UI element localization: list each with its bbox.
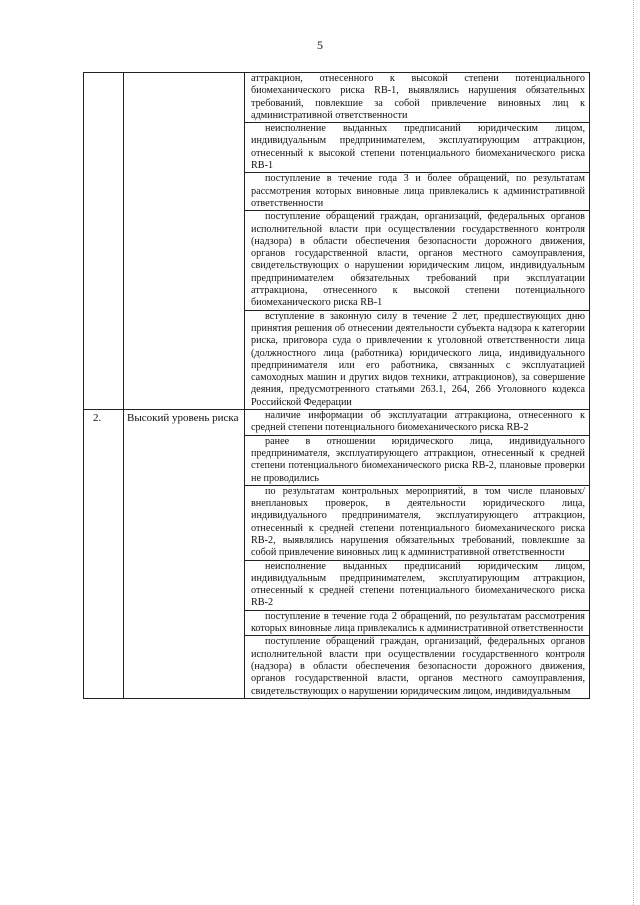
criterion-text: наличие информации об эксплуатации аттракциона, отнесенного к средней степени потенциального биомеханического риска RB-2: [251, 410, 585, 434]
criterion-item: [245, 611, 589, 637]
criterion-item: [245, 561, 589, 611]
row-number-cell: 2.: [84, 410, 124, 699]
table-row: [84, 410, 590, 699]
page-edge-border: [632, 0, 634, 905]
criterion-item: [245, 173, 589, 211]
criterion-item: [245, 436, 589, 486]
criterion-text: по результатам контрольных мероприятий, в том числе плановых/внеплановых проверок, в деятельности юридического лица, индивидуального предпринимателя, эксплуатирующего аттракцион, отнесенный к средней степени потенциального биомеханического риска RB-2, выявлялись нарушения обязательных требований, повлекшие за собой привлечение виновных лиц к административной ответственности: [251, 485, 585, 559]
risk-criteria-table: [83, 72, 590, 699]
table-row: [84, 73, 590, 410]
criterion-text: поступление обращений граждан, организаций, федеральных органов исполнительной власти при осуществлении государственного контроля (надзора) в области обеспечения безопасности дорожного движения, органов государственной власти, органов местного самоуправления, свидетельствующих о нарушении юридическим лицом, индивидуальным предпринимателем обязательных требований при эксплуатации аттракциона, отнесенного к высокой степени потенциального биомеханического риска RB-1: [251, 211, 585, 309]
criterion-text: аттракцион, отнесенного к высокой степени потенциального биомеханического риска RB-1, выявлялись нарушения обязательных требований, повлекшие за собой привлечение виновных лиц к административной ответственности: [251, 73, 585, 121]
criterion-item: [245, 486, 589, 561]
criterion-text: неисполнение выданных предписаний юридическим лицом, индивидуальным предпринимателем, эксплуатирующим аттракцион, отнесенный к средней степени потенциального биомеханического риска RB-2: [251, 560, 585, 609]
criteria-cell: [245, 73, 590, 410]
risk-level-cell: [124, 73, 245, 410]
criteria-cell: [245, 410, 590, 699]
criterion-text: вступление в законную силу в течение 2 лет, предшествующих дню принятия решения об отнесении деятельности субъекта надзора к категории риска, приговора суда о привлечении к уголовной ответственности лица (должностного лица (работника) юридического лица, индивидуального предпринимателя или его работника, связанных с эксплуатацией самоходных машин и других видов техники, аттракционов), за совершение деяния, предусмотренного статьями 263.1, 264, 266 Уголовного кодекса Российской Федерации: [251, 310, 585, 408]
criterion-item: [245, 211, 589, 310]
criterion-text: поступление в течение года 3 и более обращений, по результатам рассмотрения которых виновные лица привлекались к административной ответственности: [251, 173, 585, 209]
criterion-text: ранее в отношении юридического лица, индивидуального предпринимателя, эксплуатирующего аттракцион, отнесенный к средней степени потенциального биомеханического риска RB-2, плановые проверки не проводились: [251, 435, 585, 484]
criterion-item: [245, 311, 589, 409]
criterion-item: [245, 636, 589, 697]
criterion-item: [245, 410, 589, 436]
criterion-text: поступление обращений граждан, организаций, федеральных органов исполнительной власти при осуществлении государственного контроля (надзора) в области обеспечения безопасности дорожного движения, органов государственной власти, органов местного самоуправления, свидетельствующих о нарушении юридическим лицом, индивидуальным: [251, 636, 585, 697]
criterion-text: поступление в течение года 2 обращений, по результатам рассмотрения которых виновные лица привлекались к административной ответственности: [251, 610, 585, 635]
risk-level-cell: Высокий уровень риска: [124, 410, 245, 699]
row-number-cell: [84, 73, 124, 410]
criterion-item: [245, 73, 589, 123]
criterion-item: [245, 123, 589, 173]
criterion-text: неисполнение выданных предписаний юридическим лицом, индивидуальным предпринимателем, эксплуатирующим аттракцион, отнесенный к высокой степени потенциального биомеханического риска RB-1: [251, 123, 585, 172]
page-number: 5: [317, 38, 323, 52]
